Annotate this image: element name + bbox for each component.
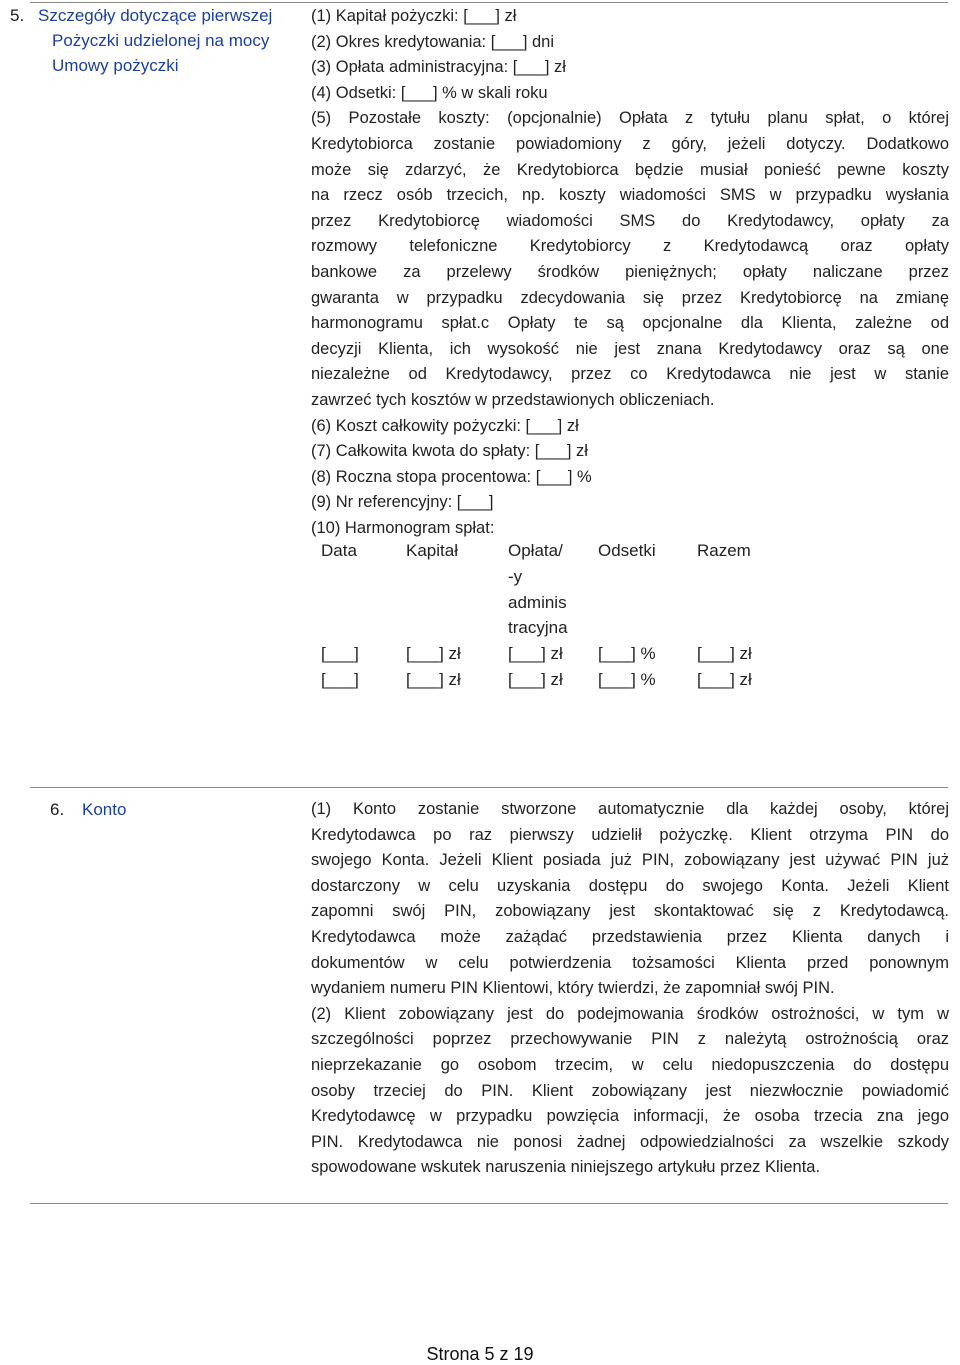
section-divider	[30, 787, 948, 788]
header-oplata: adminis	[508, 593, 567, 612]
section-5-title-line: Pożyczki udzielonej na mocy	[52, 31, 270, 50]
body-line: dokumentów w celu potwierdzenia tożsamości Klienta przed ponownym	[311, 953, 949, 972]
body-line: zapomni swój PIN, zobowiązany jest skontaktować się z Kredytodawcą.	[311, 902, 949, 921]
table-cell: [___] zł	[508, 670, 563, 689]
section-5-title-line: Umowy pożyczki	[52, 56, 179, 75]
body-line: nieprzekazanie go osobom trzecim, w celu niedopuszczenia do dostępu	[311, 1055, 949, 1074]
body-line: szczególności poprzez przechowywanie PIN z należytą ostrożnością oraz	[311, 1030, 949, 1049]
body-line: (2) Klient zobowiązany jest do podejmowania środków ostrożności, w tym w	[311, 1004, 949, 1023]
table-cell: [___] zł	[697, 644, 752, 663]
body-line: PIN. Kredytodawca nie ponosi żadnej odpowiedzialności za wszelkie szkody	[311, 1132, 949, 1151]
header-oplata: -y	[508, 567, 523, 586]
bottom-divider	[30, 1203, 948, 1204]
body-line: Kredytodawca może zażądać przedstawienia przez Klienta danych i	[311, 927, 949, 946]
okres-line: (2) Okres kredytowania: [___] dni	[311, 32, 555, 51]
page-number: Strona 5 z 19	[426, 1344, 534, 1364]
header-oplata: tracyjna	[508, 618, 568, 637]
header-odsetki: Odsetki	[598, 541, 656, 560]
odsetki-line: (4) Odsetki: [___] % w skali roku	[311, 83, 548, 102]
section-5-title	[38, 3, 298, 78]
body-line: swojego Konta. Jeżeli Klient posiada już PIN, zobowiązany jest używać PIN już	[311, 851, 949, 870]
koszt-calkowity-line: (6) Koszt całkowity pożyczki: [___] zł	[311, 416, 579, 435]
section-5-body	[311, 4, 949, 541]
table-cell: [___] %	[598, 670, 656, 689]
body-line: dostarczony w celu uzyskania dostępu do swojego Konta. Jeżeli Klient	[311, 876, 949, 895]
table-cell: [___]	[321, 644, 359, 663]
rrso-line: (8) Roczna stopa procentowa: [___] %	[311, 467, 592, 486]
body-line: rozmowy telefoniczne Kredytobiorcy z Kredytodawcą oraz opłaty	[311, 237, 949, 256]
body-line: spowodowane wskutek naruszenia niniejszego artykułu przez Klienta.	[311, 1158, 821, 1177]
header-data: Data	[321, 541, 357, 560]
body-line: na rzecz osób trzecich, np. koszty wiadomości SMS w przypadku wysłania	[311, 186, 949, 205]
header-kapital: Kapitał	[406, 541, 458, 560]
body-line: wydaniem numeru PIN Klientowi, który twierdzi, że zapomniał swój PIN.	[311, 979, 835, 998]
body-line: osoby trzeciej do PIN. Klient zobowiązany jest niezwłocznie powiadomić	[311, 1081, 949, 1100]
section-5-title-line: Szczegóły dotyczące pierwszej	[38, 6, 273, 25]
kwota-do-splaty-line: (7) Całkowita kwota do spłaty: [___] zł	[311, 442, 588, 461]
section-6-number: 6.	[50, 800, 65, 819]
body-line: gwaranta w przypadku zdecydowania się przez Kredytobiorcę na zmianę	[311, 288, 949, 307]
kapital-line: (1) Kapitał pożyczki: [___] zł	[311, 7, 517, 25]
table-cell: [___] %	[598, 644, 656, 663]
body-line: Kredytobiorca zostanie powiadomiony z góry, jeżeli dotyczy. Dodatkowo	[311, 134, 949, 153]
body-line: może się zdarzyć, że Kredytobiorca będzie musiał ponieść pewne koszty	[311, 160, 949, 179]
table-cell: [___]	[321, 670, 359, 689]
section-5-number: 5.	[10, 6, 25, 25]
header-razem: Razem	[697, 541, 751, 560]
body-line: niezależne od Kredytodawcy, przez co Kredytodawca nie jest w stanie	[311, 365, 949, 384]
table-cell: [___] zł	[508, 644, 563, 663]
body-line: przez Kredytobiorcę wiadomości SMS do Kredytodawcy, opłaty za	[311, 211, 949, 230]
section-6-title: Konto	[82, 800, 127, 819]
section-6-body	[311, 797, 949, 1181]
body-line: decyzji Klienta, ich wysokość nie jest znana Kredytodawcy oraz są one	[311, 339, 949, 358]
body-line: zawrzeć tych kosztów w przedstawionych obliczeniach.	[311, 390, 715, 409]
table-cell: [___] zł	[406, 670, 461, 689]
table-cell: [___] zł	[697, 670, 752, 689]
body-line: harmonogramu spłat.c Opłaty te są opcjonalne dla Klienta, zależne od	[311, 314, 949, 333]
body-line: (5) Pozostałe koszty: (opcjonalnie) Opłata z tytułu planu spłat, o której	[311, 109, 949, 128]
nr-referencyjny-line: (9) Nr referencyjny: [___]	[311, 493, 494, 512]
header-oplata: Opłata/	[508, 541, 563, 560]
body-line: Kredytodawcę w przypadku powzięcia informacji, że osoba trzecia zna jego	[311, 1107, 949, 1126]
table-cell: [___] zł	[406, 644, 461, 663]
harmonogram-line: (10) Harmonogram spłat:	[311, 518, 495, 537]
body-line: (1) Konto zostanie stworzone automatycznie dla każdej osoby, której	[311, 800, 949, 818]
oplata-line: (3) Opłata administracyjna: [___] zł	[311, 58, 566, 77]
body-line: bankowe za przelewy środków pieniężnych; opłaty naliczane przez	[311, 262, 949, 281]
body-line: Kredytodawca po raz pierwszy udzielił pożyczkę. Klient otrzyma PIN do	[311, 825, 949, 844]
